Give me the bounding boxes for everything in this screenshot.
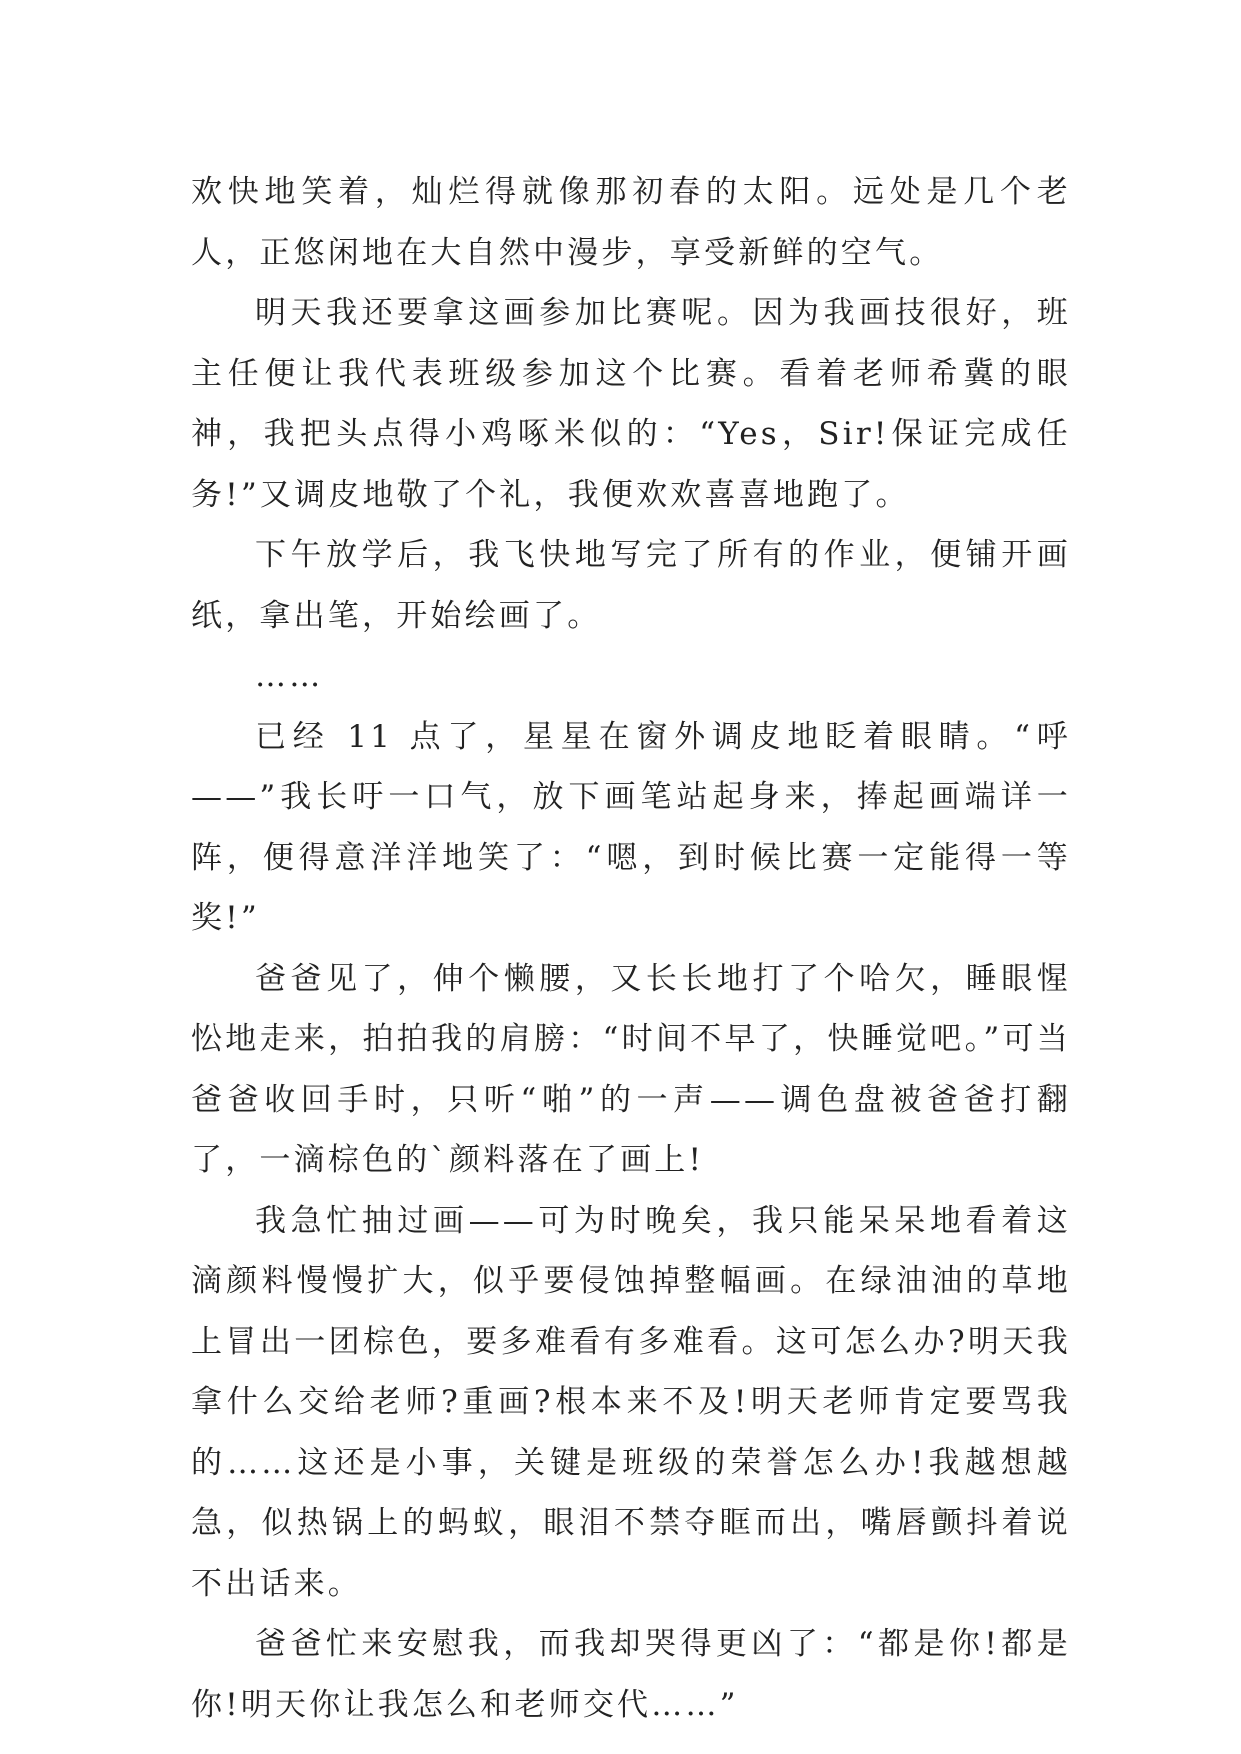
paragraph-8: 爸爸忙来安慰我，而我却哭得更凶了：“都是你!都是你!明天你让我怎么和老师交代……”: [191, 1626, 1071, 1723]
paragraph-7: 我急忙抽过画——可为时晚矣，我只能呆呆地看着这滴颜料慢慢扩大，似乎要侵蚀掉整幅画。在绿油油的草地上冒出一团棕色，要多难看有多难看。这可怎么办?明天我拿什么交给老师?重画?根本来不及!明天老师肯定要骂我的……这还是小事，关键是班级的荣誉怎么办!我越想越急，似热锅上的蚂蚁，眼泪不禁夺眶而出，嘴唇颤抖着说不出话来。: [191, 1202, 1071, 1602]
paragraph-3: 下午放学后，我飞快地写完了所有的作业，便铺开画纸，拿出笔，开始绘画了。: [191, 537, 1071, 634]
paragraph-6: 爸爸见了，伸个懒腰，又长长地打了个哈欠，睡眼惺忪地走来，拍拍我的肩膀：“时间不早了，快睡觉吧。”可当爸爸收回手时，只听“啪”的一声——调色盘被爸爸打翻了，一滴棕色的`颜料落在了画上!: [191, 960, 1071, 1178]
paragraph-1: 欢快地笑着，灿烂得就像那初春的太阳。远处是几个老人，正悠闲地在大自然中漫步，享受新鲜的空气。: [191, 174, 1071, 271]
ellipsis-paragraph: ……: [255, 658, 324, 694]
paragraph-5: 已经 11 点了，星星在窗外调皮地眨着眼睛。“呼——”我长吁一口气，放下画笔站起身来，捧起画端详一阵，便得意洋洋地笑了：“嗯，到时候比赛一定能得一等奖!”: [191, 718, 1071, 936]
paragraph-2: 明天我还要拿这画参加比赛呢。因为我画技很好，班主任便让我代表班级参加这个比赛。看着老师希冀的眼神，我把头点得小鸡啄米似的：“Yes，Sir!保证完成任务!”又调皮地敬了个礼，我便欢欢喜喜地跑了。: [191, 295, 1071, 513]
document-page: [191, 162, 1071, 1735]
